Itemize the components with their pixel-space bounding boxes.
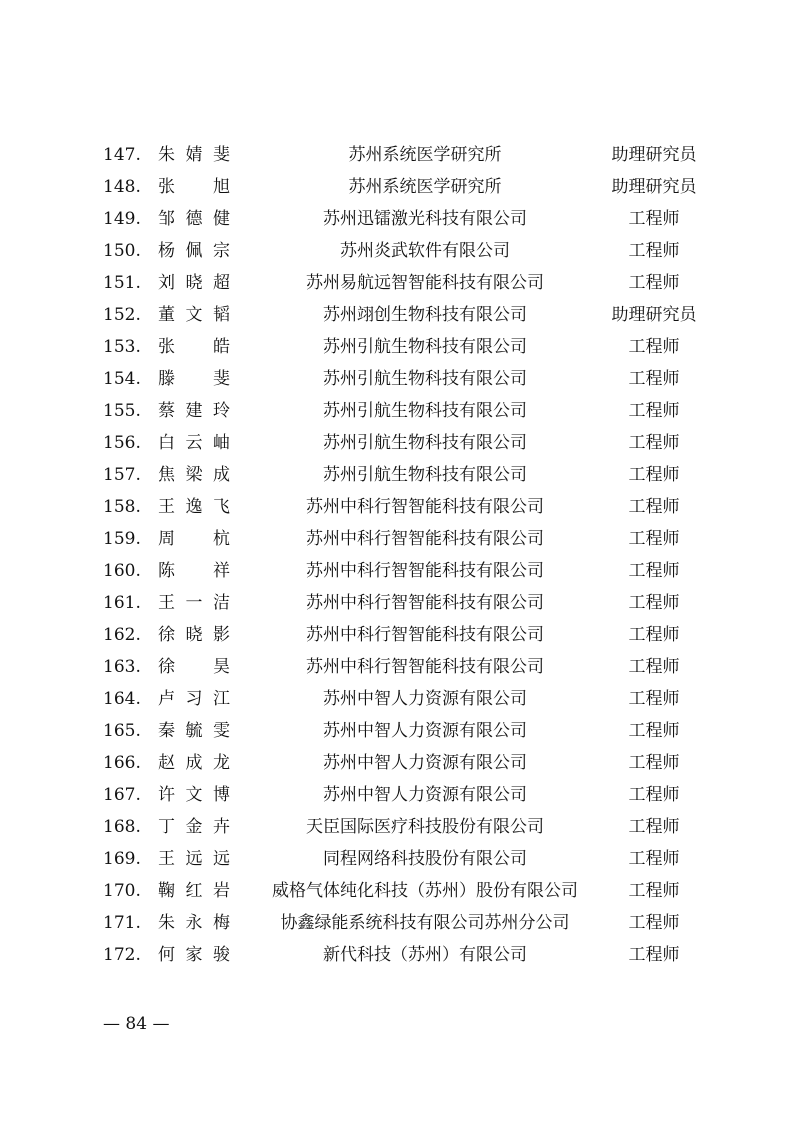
name-char: 许 bbox=[158, 785, 175, 805]
name-char: 永 bbox=[185, 913, 203, 933]
person-name bbox=[158, 363, 230, 395]
job-title: 工程师 bbox=[628, 945, 680, 965]
list-row bbox=[0, 267, 793, 299]
name-char: 白 bbox=[158, 433, 175, 453]
name-char: 皓 bbox=[213, 337, 230, 357]
name-char: 杨 bbox=[158, 241, 175, 261]
list-row bbox=[0, 939, 793, 971]
list-row bbox=[0, 203, 793, 235]
list-row bbox=[0, 843, 793, 875]
name-char: 红 bbox=[185, 881, 203, 901]
name-char: 家 bbox=[185, 945, 203, 965]
row-number: 163. bbox=[103, 657, 141, 677]
name-char: 徐 bbox=[158, 625, 175, 645]
organization: 苏州系统医学研究所 bbox=[348, 145, 502, 165]
list-row bbox=[0, 459, 793, 491]
person-name bbox=[158, 235, 230, 267]
list-row bbox=[0, 875, 793, 907]
name-char: 杭 bbox=[213, 529, 230, 549]
name-char: 成 bbox=[213, 465, 230, 485]
person-name bbox=[158, 395, 230, 427]
name-char: 鞠 bbox=[158, 881, 175, 901]
job-title: 工程师 bbox=[628, 273, 680, 293]
row-number: 155. bbox=[103, 401, 141, 421]
name-char: 远 bbox=[213, 849, 230, 869]
name-char: 云 bbox=[185, 433, 203, 453]
list-row bbox=[0, 683, 793, 715]
row-number: 152. bbox=[103, 305, 141, 325]
person-name bbox=[158, 459, 230, 491]
name-char: 斐 bbox=[213, 369, 230, 389]
job-title: 工程师 bbox=[628, 625, 680, 645]
row-number: 166. bbox=[103, 753, 141, 773]
job-title: 助理研究员 bbox=[611, 145, 697, 165]
name-char: 一 bbox=[185, 593, 203, 613]
person-name bbox=[158, 715, 230, 747]
job-title: 工程师 bbox=[628, 209, 680, 229]
row-number: 151. bbox=[103, 273, 141, 293]
person-name bbox=[158, 171, 230, 203]
name-char: 赵 bbox=[158, 753, 175, 773]
name-char: 丁 bbox=[158, 817, 175, 837]
list-row bbox=[0, 491, 793, 523]
name-char: 秦 bbox=[158, 721, 175, 741]
name-char: 超 bbox=[213, 273, 230, 293]
job-title: 工程师 bbox=[628, 369, 680, 389]
row-number: 162. bbox=[103, 625, 141, 645]
name-char: 江 bbox=[213, 689, 230, 709]
row-number: 148. bbox=[103, 177, 141, 197]
organization: 苏州系统医学研究所 bbox=[348, 177, 502, 197]
name-char: 文 bbox=[185, 305, 203, 325]
name-char: 祥 bbox=[213, 561, 230, 581]
organization: 苏州中智人力资源有限公司 bbox=[323, 721, 527, 741]
list-row bbox=[0, 587, 793, 619]
row-number: 160. bbox=[103, 561, 141, 581]
person-name bbox=[158, 907, 230, 939]
name-char: 梁 bbox=[185, 465, 203, 485]
name-char: 张 bbox=[158, 177, 175, 197]
list-row bbox=[0, 331, 793, 363]
job-title: 工程师 bbox=[628, 721, 680, 741]
name-char: 梅 bbox=[213, 913, 230, 933]
name-char: 张 bbox=[158, 337, 175, 357]
person-name bbox=[158, 427, 230, 459]
name-char: 飞 bbox=[213, 497, 230, 517]
name-char: 习 bbox=[185, 689, 203, 709]
name-char: 何 bbox=[158, 945, 175, 965]
name-char: 洁 bbox=[213, 593, 230, 613]
name-char: 金 bbox=[185, 817, 203, 837]
row-number: 170. bbox=[103, 881, 141, 901]
job-title: 工程师 bbox=[628, 401, 680, 421]
name-char: 德 bbox=[185, 209, 203, 229]
name-char: 逸 bbox=[185, 497, 203, 517]
organization: 苏州中科行智智能科技有限公司 bbox=[306, 625, 544, 645]
name-char: 邹 bbox=[158, 209, 175, 229]
person-name bbox=[158, 619, 230, 651]
name-char: 影 bbox=[213, 625, 230, 645]
organization: 苏州中科行智智能科技有限公司 bbox=[306, 497, 544, 517]
person-name bbox=[158, 747, 230, 779]
row-number: 153. bbox=[103, 337, 141, 357]
organization: 苏州中科行智智能科技有限公司 bbox=[306, 529, 544, 549]
name-char: 徐 bbox=[158, 657, 175, 677]
person-name bbox=[158, 299, 230, 331]
person-name bbox=[158, 811, 230, 843]
name-char: 岩 bbox=[213, 881, 230, 901]
organization: 苏州中科行智智能科技有限公司 bbox=[306, 657, 544, 677]
row-number: 147. bbox=[103, 145, 141, 165]
organization: 协鑫绿能系统科技有限公司苏州分公司 bbox=[280, 913, 570, 933]
list-row bbox=[0, 363, 793, 395]
organization: 苏州迅镭激光科技有限公司 bbox=[323, 209, 527, 229]
person-name bbox=[158, 491, 230, 523]
name-char: 董 bbox=[158, 305, 175, 325]
job-title: 工程师 bbox=[628, 337, 680, 357]
name-char: 朱 bbox=[158, 145, 175, 165]
row-number: 167. bbox=[103, 785, 141, 805]
name-char: 雯 bbox=[213, 721, 230, 741]
list-row bbox=[0, 907, 793, 939]
job-title: 工程师 bbox=[628, 881, 680, 901]
row-number: 149. bbox=[103, 209, 141, 229]
name-char: 岫 bbox=[213, 433, 230, 453]
organization: 苏州引航生物科技有限公司 bbox=[323, 337, 527, 357]
organization: 苏州中智人力资源有限公司 bbox=[323, 753, 527, 773]
row-number: 172. bbox=[103, 945, 141, 965]
person-name bbox=[158, 587, 230, 619]
person-name bbox=[158, 651, 230, 683]
job-title: 工程师 bbox=[628, 433, 680, 453]
list-row bbox=[0, 555, 793, 587]
personnel-list bbox=[0, 139, 793, 971]
name-char: 成 bbox=[185, 753, 203, 773]
organization: 苏州中科行智智能科技有限公司 bbox=[306, 593, 544, 613]
organization: 苏州引航生物科技有限公司 bbox=[323, 433, 527, 453]
list-row bbox=[0, 747, 793, 779]
name-char: 刘 bbox=[158, 273, 175, 293]
organization: 苏州易航远智智能科技有限公司 bbox=[306, 273, 544, 293]
organization: 苏州翊创生物科技有限公司 bbox=[323, 305, 527, 325]
list-row bbox=[0, 619, 793, 651]
person-name bbox=[158, 331, 230, 363]
row-number: 159. bbox=[103, 529, 141, 549]
name-char: 朱 bbox=[158, 913, 175, 933]
list-row bbox=[0, 715, 793, 747]
job-title: 工程师 bbox=[628, 753, 680, 773]
job-title: 工程师 bbox=[628, 241, 680, 261]
row-number: 157. bbox=[103, 465, 141, 485]
job-title: 工程师 bbox=[628, 497, 680, 517]
person-name bbox=[158, 267, 230, 299]
name-char: 周 bbox=[158, 529, 175, 549]
row-number: 171. bbox=[103, 913, 141, 933]
name-char: 毓 bbox=[185, 721, 203, 741]
job-title: 工程师 bbox=[628, 529, 680, 549]
name-char: 蔡 bbox=[158, 401, 175, 421]
name-char: 博 bbox=[213, 785, 230, 805]
name-char: 滕 bbox=[158, 369, 175, 389]
page-number: — 84 — bbox=[103, 1014, 170, 1034]
person-name bbox=[158, 555, 230, 587]
organization: 苏州炎武软件有限公司 bbox=[340, 241, 510, 261]
list-row bbox=[0, 427, 793, 459]
person-name bbox=[158, 203, 230, 235]
job-title: 工程师 bbox=[628, 849, 680, 869]
list-row bbox=[0, 811, 793, 843]
row-number: 154. bbox=[103, 369, 141, 389]
person-name bbox=[158, 779, 230, 811]
job-title: 工程师 bbox=[628, 657, 680, 677]
name-char: 建 bbox=[185, 401, 203, 421]
name-char: 昊 bbox=[213, 657, 230, 677]
row-number: 161. bbox=[103, 593, 141, 613]
name-char: 韬 bbox=[213, 305, 230, 325]
organization: 威格气体纯化科技（苏州）股份有限公司 bbox=[272, 881, 578, 901]
job-title: 工程师 bbox=[628, 913, 680, 933]
row-number: 158. bbox=[103, 497, 141, 517]
list-row bbox=[0, 139, 793, 171]
organization: 同程网络科技股份有限公司 bbox=[323, 849, 527, 869]
name-char: 玲 bbox=[213, 401, 230, 421]
name-char: 晓 bbox=[185, 273, 203, 293]
job-title: 助理研究员 bbox=[611, 177, 697, 197]
name-char: 王 bbox=[158, 849, 175, 869]
list-row bbox=[0, 395, 793, 427]
name-char: 文 bbox=[185, 785, 203, 805]
list-row bbox=[0, 779, 793, 811]
name-char: 王 bbox=[158, 497, 175, 517]
organization: 苏州中智人力资源有限公司 bbox=[323, 689, 527, 709]
job-title: 工程师 bbox=[628, 593, 680, 613]
job-title: 工程师 bbox=[628, 689, 680, 709]
name-char: 卢 bbox=[158, 689, 175, 709]
person-name bbox=[158, 875, 230, 907]
person-name bbox=[158, 523, 230, 555]
organization: 新代科技（苏州）有限公司 bbox=[323, 945, 527, 965]
name-char: 远 bbox=[185, 849, 203, 869]
organization: 天臣国际医疗科技股份有限公司 bbox=[306, 817, 544, 837]
organization: 苏州中科行智智能科技有限公司 bbox=[306, 561, 544, 581]
person-name bbox=[158, 843, 230, 875]
organization: 苏州中智人力资源有限公司 bbox=[323, 785, 527, 805]
name-char: 陈 bbox=[158, 561, 175, 581]
row-number: 169. bbox=[103, 849, 141, 869]
row-number: 164. bbox=[103, 689, 141, 709]
list-row bbox=[0, 523, 793, 555]
name-char: 婧 bbox=[185, 145, 203, 165]
list-row bbox=[0, 171, 793, 203]
row-number: 168. bbox=[103, 817, 141, 837]
name-char: 旭 bbox=[213, 177, 230, 197]
organization: 苏州引航生物科技有限公司 bbox=[323, 401, 527, 421]
list-row bbox=[0, 299, 793, 331]
name-char: 骏 bbox=[213, 945, 230, 965]
job-title: 助理研究员 bbox=[611, 305, 697, 325]
person-name bbox=[158, 139, 230, 171]
name-char: 卉 bbox=[213, 817, 230, 837]
name-char: 龙 bbox=[213, 753, 230, 773]
person-name bbox=[158, 683, 230, 715]
name-char: 斐 bbox=[213, 145, 230, 165]
name-char: 焦 bbox=[158, 465, 175, 485]
row-number: 165. bbox=[103, 721, 141, 741]
name-char: 佩 bbox=[185, 241, 203, 261]
job-title: 工程师 bbox=[628, 465, 680, 485]
list-row bbox=[0, 651, 793, 683]
list-row bbox=[0, 235, 793, 267]
job-title: 工程师 bbox=[628, 817, 680, 837]
row-number: 150. bbox=[103, 241, 141, 261]
job-title: 工程师 bbox=[628, 785, 680, 805]
job-title: 工程师 bbox=[628, 561, 680, 581]
name-char: 晓 bbox=[185, 625, 203, 645]
organization: 苏州引航生物科技有限公司 bbox=[323, 369, 527, 389]
organization: 苏州引航生物科技有限公司 bbox=[323, 465, 527, 485]
name-char: 宗 bbox=[213, 241, 230, 261]
name-char: 王 bbox=[158, 593, 175, 613]
row-number: 156. bbox=[103, 433, 141, 453]
name-char: 健 bbox=[213, 209, 230, 229]
person-name bbox=[158, 939, 230, 971]
